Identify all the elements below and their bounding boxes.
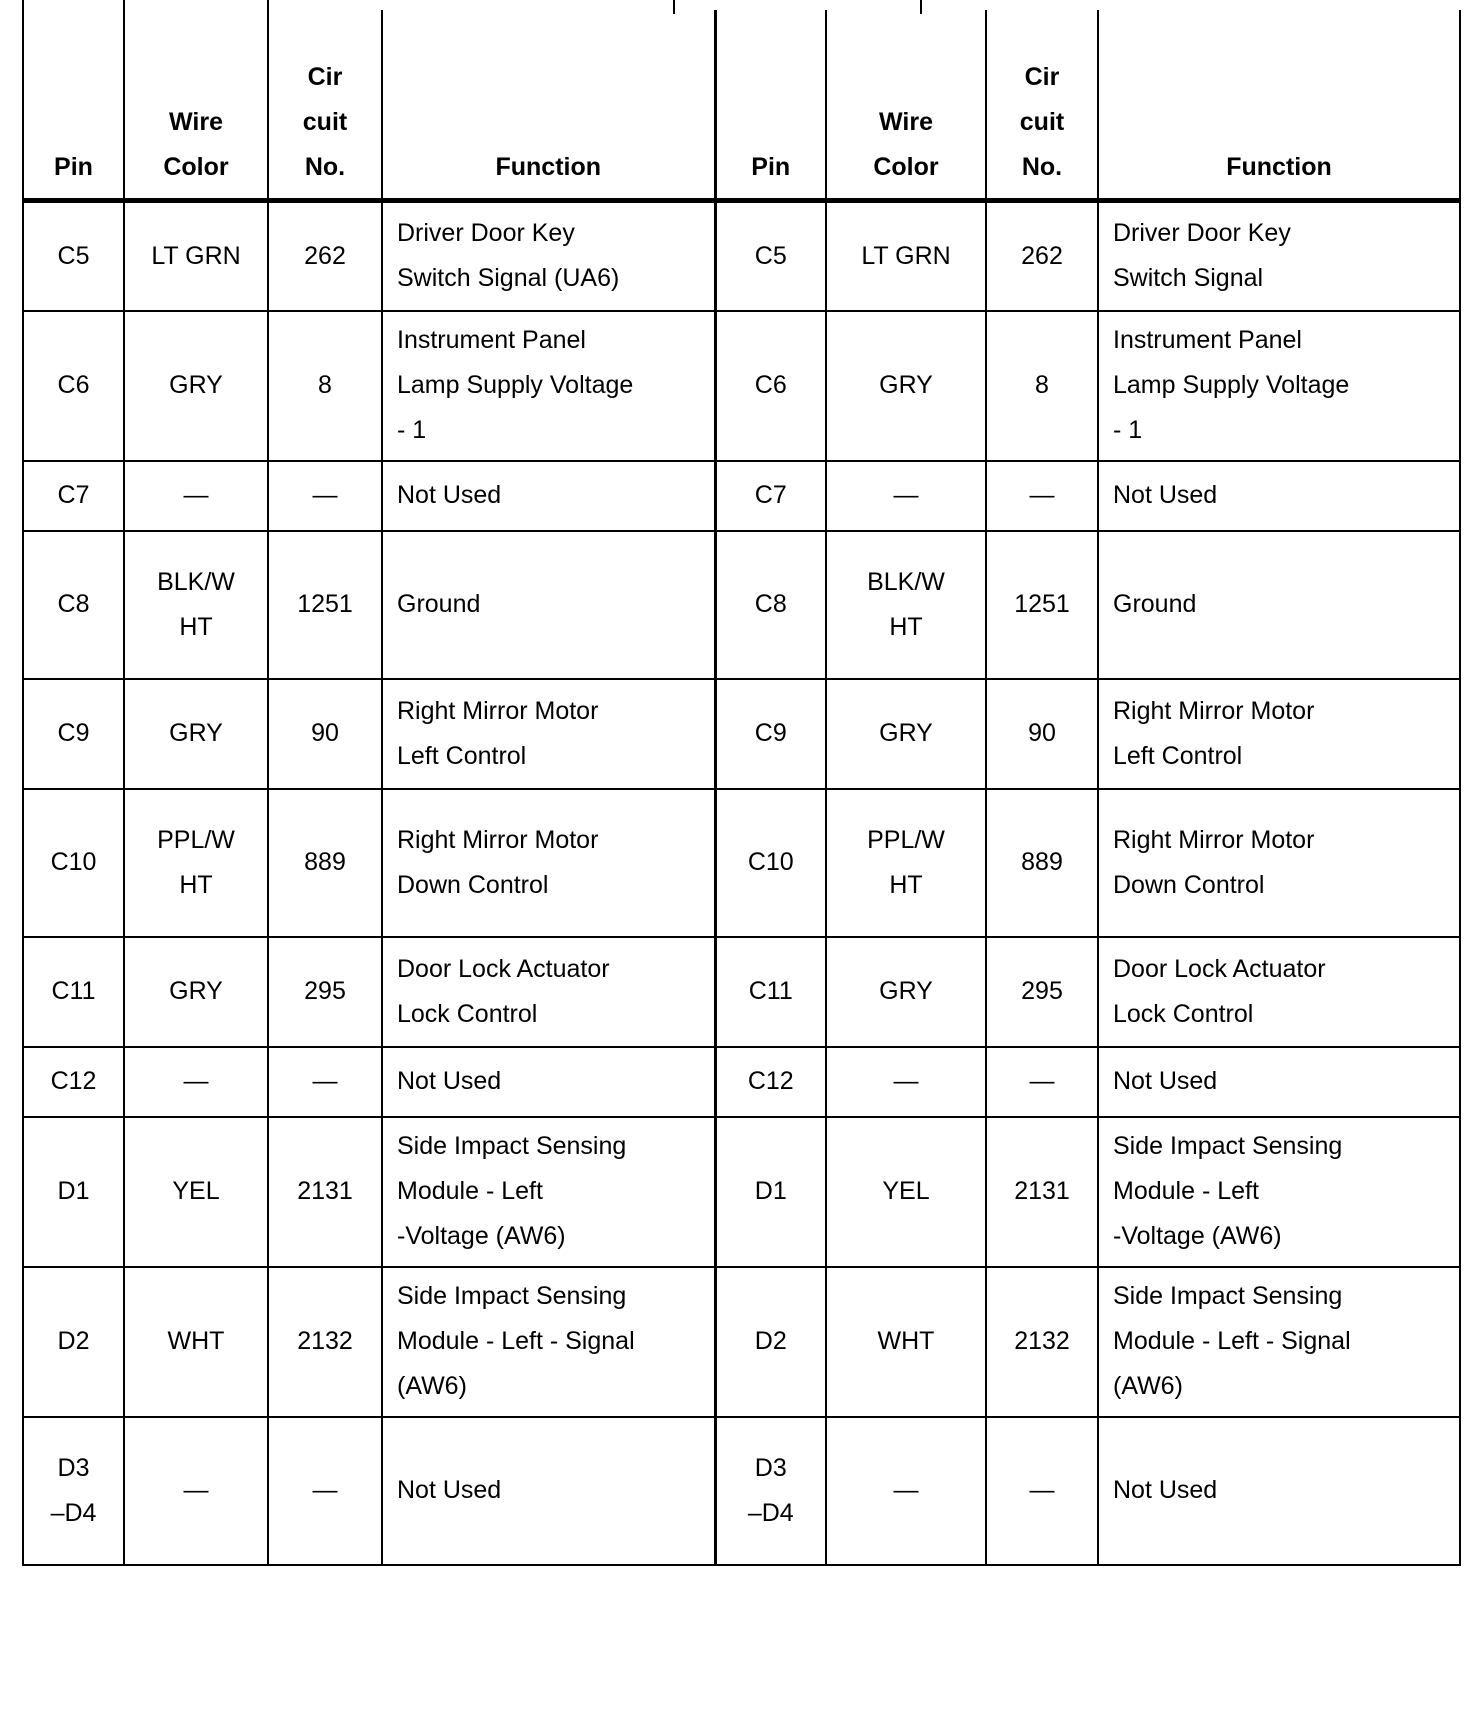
pin-cell-right [715, 1117, 826, 1267]
cell-text-line: No. [304, 153, 346, 181]
cell-text-line: Lock Control [1113, 999, 1254, 1028]
cell-text-line: Right Mirror Motor [397, 825, 599, 854]
pin-cell-left [23, 679, 124, 789]
table-row [23, 1117, 1460, 1267]
cell-text-line: cuit [302, 108, 348, 136]
circuit-cell-left: — [268, 1047, 382, 1117]
cell-text-line: Not Used [397, 481, 502, 509]
cell-text-line: HT [889, 612, 923, 641]
cell-text-line: PPL/W [157, 825, 235, 854]
cell-text-line: Ground [397, 590, 481, 618]
table-row [23, 1417, 1460, 1565]
wire-color-cell-right [826, 201, 986, 311]
pin-cell-left [23, 937, 124, 1047]
wire-color-cell-right [826, 1047, 986, 1117]
wire-color-cell-right [826, 789, 986, 937]
pin-cell-left [23, 1117, 124, 1267]
circuit-cell-right: 1251 [986, 531, 1098, 679]
circuit-cell-right: 90 [986, 679, 1098, 789]
circuit-cell-right: — [986, 1047, 1098, 1117]
function-cell-right [1098, 937, 1460, 1047]
circuit-cell-left: — [268, 1417, 382, 1565]
wire-color-cell-left [124, 937, 268, 1047]
cell-text-line: — [893, 481, 919, 509]
circuit-cell-right: 2132 [986, 1267, 1098, 1417]
cell-text-line: HT [889, 870, 923, 899]
circuit-cell-right: — [986, 461, 1098, 531]
wire-color-cell-left [124, 461, 268, 531]
cell-text-line: Not Used [397, 1476, 502, 1504]
cell-text-line: C9 [754, 719, 787, 747]
function-cell-left [382, 679, 715, 789]
wire-color-cell-left [124, 1117, 268, 1267]
pin-cell-left [23, 1267, 124, 1417]
pin-cell-right [715, 1047, 826, 1117]
cell-text-line: D1 [754, 1177, 787, 1205]
cell-text-line: Color [873, 153, 939, 181]
cell-text-line: Wire [169, 108, 223, 136]
circuit-cell-right: — [986, 1417, 1098, 1565]
cell-text-line: (AW6) [1113, 1372, 1183, 1400]
cell-text-line: Driver Door Key [1113, 219, 1291, 248]
function-cell-right [1098, 461, 1460, 531]
wire-color-cell-left [124, 1267, 268, 1417]
cell-text-line: C11 [51, 977, 96, 1005]
table-row [23, 461, 1460, 531]
cell-text-line: Ground [1113, 590, 1197, 618]
cell-text-line: Left Control [1113, 741, 1243, 770]
cell-text-line: No. [1021, 153, 1063, 181]
cell-text-line: Module - Left - Signal [397, 1327, 635, 1355]
table-body [23, 201, 1460, 1565]
function-cell-right [1098, 1417, 1460, 1565]
function-cell-right [1098, 1267, 1460, 1417]
pin-cell-right [715, 789, 826, 937]
cell-text-line: Not Used [1113, 1067, 1218, 1095]
circuit-cell-left: — [268, 461, 382, 531]
cell-text-line: GRY [169, 719, 223, 747]
cell-text-line: Module - Left [1113, 1177, 1259, 1205]
cell-text-line: Module - Left - Signal [1113, 1327, 1351, 1355]
header-circuit-no-right [986, 10, 1098, 201]
cell-text-line: YEL [882, 1177, 930, 1205]
cell-text-line: Right Mirror Motor [1113, 825, 1315, 854]
header-row [23, 10, 1460, 201]
circuit-cell-right: 262 [986, 201, 1098, 311]
pin-cell-right [715, 1417, 826, 1565]
cell-text-line: LT GRN [861, 241, 951, 270]
cell-text-line: Not Used [1113, 481, 1218, 509]
circuit-cell-left: 8 [268, 311, 382, 461]
function-cell-right [1098, 1117, 1460, 1267]
wire-color-cell-right [826, 311, 986, 461]
wire-color-cell-left [124, 789, 268, 937]
function-cell-left [382, 311, 715, 461]
cell-text-line: — [893, 1476, 919, 1504]
cell-text-line: C6 [57, 371, 90, 399]
cell-text-line: — [183, 1067, 209, 1095]
connector-pin-table [22, 10, 1461, 1566]
pin-cell-left [23, 531, 124, 679]
cell-text-line: Down Control [1113, 870, 1265, 899]
cell-text-line: C8 [754, 590, 787, 618]
circuit-cell-left: 262 [268, 201, 382, 311]
wire-color-cell-right [826, 531, 986, 679]
cell-text-line: GRY [169, 977, 223, 1005]
circuit-cell-right: 889 [986, 789, 1098, 937]
header-pin-left: Pin [23, 10, 124, 201]
cell-text-line: -Voltage (AW6) [1113, 1222, 1282, 1250]
wire-color-cell-right [826, 461, 986, 531]
cell-text-line: YEL [172, 1177, 220, 1205]
wire-color-cell-right [826, 1417, 986, 1565]
cell-text-line: D2 [57, 1327, 90, 1355]
cell-text-line: D2 [754, 1327, 787, 1355]
pin-cell-left [23, 311, 124, 461]
cell-text-line: HT [179, 612, 213, 641]
cell-text-line: D3 [754, 1453, 787, 1482]
function-cell-right [1098, 311, 1460, 461]
pin-cell-left [23, 461, 124, 531]
function-cell-left [382, 461, 715, 531]
pin-cell-right [715, 531, 826, 679]
cell-text-line: LT GRN [151, 241, 241, 270]
cell-text-line: — [183, 1476, 209, 1504]
cell-text-line: cuit [1019, 108, 1065, 136]
cell-text-line: Driver Door Key [397, 219, 575, 248]
cell-text-line: - 1 [397, 416, 427, 444]
wire-color-cell-left [124, 679, 268, 789]
wire-color-cell-left [124, 1047, 268, 1117]
table-row [23, 1267, 1460, 1417]
cell-text-line: C7 [57, 481, 90, 509]
function-cell-right [1098, 531, 1460, 679]
cell-text-line: D3 [57, 1453, 90, 1482]
function-cell-right [1098, 679, 1460, 789]
cell-text-line: –D4 [747, 1498, 794, 1527]
function-cell-right [1098, 789, 1460, 937]
wire-color-cell-left [124, 201, 268, 311]
cell-text-line: GRY [879, 371, 933, 399]
cell-text-line: C11 [748, 977, 793, 1005]
function-cell-left [382, 1267, 715, 1417]
cell-text-line: Not Used [397, 1067, 502, 1095]
cell-text-line: Lock Control [397, 999, 538, 1028]
cell-text-line: Side Impact Sensing [1113, 1282, 1343, 1310]
cell-text-line: Right Mirror Motor [397, 696, 599, 725]
pin-cell-left [23, 201, 124, 311]
circuit-cell-left: 2132 [268, 1267, 382, 1417]
table-row [23, 679, 1460, 789]
wire-color-cell-right [826, 1267, 986, 1417]
cell-text-line: Left Control [397, 741, 527, 770]
circuit-cell-left: 90 [268, 679, 382, 789]
wire-color-cell-left [124, 531, 268, 679]
pin-table-page [22, 10, 1459, 1566]
pin-cell-right [715, 461, 826, 531]
cell-text-line: C12 [747, 1067, 794, 1095]
wire-color-cell-left [124, 311, 268, 461]
cell-text-line: - 1 [1113, 416, 1143, 444]
cell-text-line: WHT [877, 1327, 935, 1355]
cell-text-line: C10 [50, 848, 97, 876]
wire-color-cell-right [826, 937, 986, 1047]
cell-text-line: GRY [879, 977, 933, 1005]
cell-text-line: Switch Signal [1113, 264, 1264, 293]
cell-text-line: C5 [754, 241, 787, 270]
circuit-cell-right: 295 [986, 937, 1098, 1047]
table-row [23, 937, 1460, 1047]
cell-text-line: (AW6) [397, 1372, 467, 1400]
cell-text-line: Wire [879, 108, 933, 136]
function-cell-left [382, 1417, 715, 1565]
cell-text-line: Side Impact Sensing [397, 1282, 627, 1310]
cell-text-line: Cir [307, 63, 343, 91]
header-circuit-no-left [268, 10, 382, 201]
header-pin-right: Pin [715, 10, 826, 201]
header-function-left: Function [382, 10, 715, 201]
circuit-cell-left: 2131 [268, 1117, 382, 1267]
function-cell-left [382, 531, 715, 679]
cell-text-line: — [893, 1067, 919, 1095]
cell-text-line: HT [179, 870, 213, 899]
wire-color-cell-left [124, 1417, 268, 1565]
cell-text-line: Door Lock Actuator [397, 954, 610, 983]
cell-text-line: C9 [57, 719, 90, 747]
pin-cell-right [715, 937, 826, 1047]
cell-text-line: Door Lock Actuator [1113, 954, 1326, 983]
cell-text-line: PPL/W [867, 825, 945, 854]
cell-text-line: Cir [1024, 63, 1060, 91]
cell-text-line: Instrument Panel [1113, 326, 1302, 354]
cell-text-line: Color [163, 153, 229, 181]
pin-cell-right [715, 679, 826, 789]
function-cell-left [382, 1117, 715, 1267]
cell-text-line: Instrument Panel [397, 326, 586, 354]
function-cell-left [382, 1047, 715, 1117]
pin-cell-right [715, 311, 826, 461]
header-wire-color-left [124, 10, 268, 201]
circuit-cell-right: 8 [986, 311, 1098, 461]
cell-text-line: BLK/W [867, 567, 945, 596]
cell-text-line: Right Mirror Motor [1113, 696, 1315, 725]
cell-text-line: C5 [57, 241, 90, 270]
table-row [23, 311, 1460, 461]
circuit-cell-left: 1251 [268, 531, 382, 679]
cell-text-line: Lamp Supply Voltage [397, 371, 634, 399]
table-row [23, 201, 1460, 311]
table-row [23, 531, 1460, 679]
cell-text-line: –D4 [50, 1498, 97, 1527]
function-cell-left [382, 789, 715, 937]
cell-text-line: C6 [754, 371, 787, 399]
table-row [23, 1047, 1460, 1117]
table-row [23, 789, 1460, 937]
pin-cell-left [23, 1047, 124, 1117]
cell-text-line: C10 [747, 848, 794, 876]
header-wire-color-right [826, 10, 986, 201]
circuit-cell-left: 295 [268, 937, 382, 1047]
cell-text-line: Not Used [1113, 1476, 1218, 1504]
cell-text-line: GRY [879, 719, 933, 747]
pin-cell-left [23, 1417, 124, 1565]
cell-text-line: GRY [169, 371, 223, 399]
function-cell-left [382, 201, 715, 311]
cell-text-line: -Voltage (AW6) [397, 1222, 566, 1250]
cell-text-line: Lamp Supply Voltage [1113, 371, 1350, 399]
cell-text-line: Side Impact Sensing [1113, 1132, 1343, 1160]
pin-cell-left [23, 789, 124, 937]
cell-text-line: D1 [57, 1177, 90, 1205]
pin-cell-right [715, 201, 826, 311]
circuit-cell-right: 2131 [986, 1117, 1098, 1267]
pin-cell-right [715, 1267, 826, 1417]
cell-text-line: — [183, 481, 209, 509]
function-cell-right [1098, 1047, 1460, 1117]
cell-text-line: Down Control [397, 870, 549, 899]
function-cell-left [382, 937, 715, 1047]
cell-text-line: BLK/W [157, 567, 235, 596]
cell-text-line: Module - Left [397, 1177, 543, 1205]
cell-text-line: C7 [754, 481, 787, 509]
cell-text-line: C12 [50, 1067, 97, 1095]
cell-text-line: Side Impact Sensing [397, 1132, 627, 1160]
circuit-cell-left: 889 [268, 789, 382, 937]
cell-text-line: C8 [57, 590, 90, 618]
wire-color-cell-right [826, 679, 986, 789]
header-function-right: Function [1098, 10, 1460, 201]
cell-text-line: WHT [167, 1327, 225, 1355]
function-cell-right [1098, 201, 1460, 311]
cell-text-line: Switch Signal (UA6) [397, 264, 620, 293]
wire-color-cell-right [826, 1117, 986, 1267]
